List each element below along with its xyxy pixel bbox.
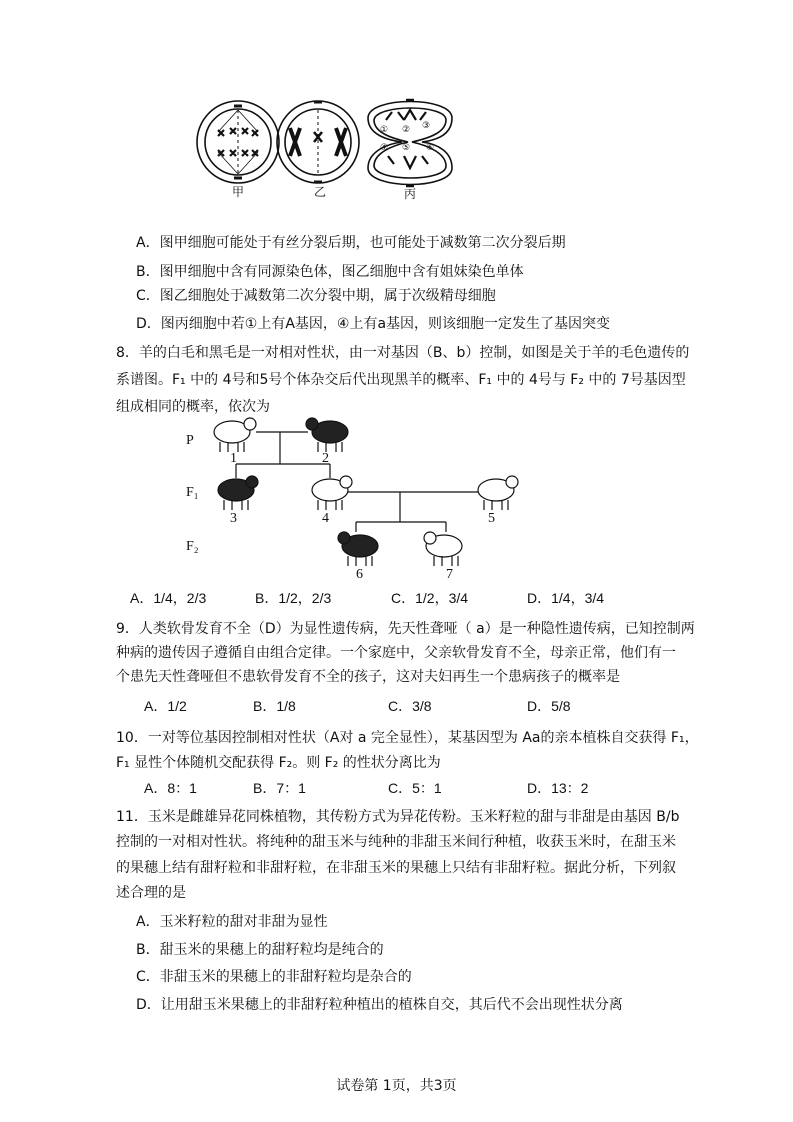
q11-stem-line-1: 11．玉米是雌雄异花同株植物，其传粉方式为异花传粉。玉米籽粒的甜与非甜是由基因 B/b bbox=[116, 809, 680, 825]
q11-option-c: C．非甜玉米的果穗上的非甜籽粒均是杂合的 bbox=[136, 969, 412, 985]
q10-stem-line-2: F₁ 显性个体随机交配获得 F₂。则 F₂ 的性状分离比为 bbox=[116, 755, 441, 771]
q10-option-d: D．13：2 bbox=[527, 780, 589, 796]
sheep-4-white bbox=[312, 476, 352, 510]
individual-5: 5 bbox=[488, 511, 495, 526]
sheep-3-black bbox=[218, 476, 258, 510]
q7-option-d: D．图丙细胞中若①上有A基因，④上有a基因，则该细胞一定发生了基因突变 bbox=[136, 316, 611, 332]
q9-stem-line-1: 9．人类软骨发育不全（D）为显性遗传病，先天性聋哑（ a）是一种隐性遗传病，已知控制两 bbox=[116, 621, 695, 637]
sheep-2-black bbox=[306, 418, 348, 452]
chromosome-number-3: ③ bbox=[422, 121, 431, 131]
individual-7: 7 bbox=[446, 567, 453, 582]
q8-option-b: B．1/2，2/3 bbox=[255, 590, 332, 606]
cell-label-bing: 丙 bbox=[404, 187, 417, 201]
chromosome-number-2: ② bbox=[402, 125, 411, 135]
chromosome-number-6: ⑥ bbox=[426, 143, 435, 153]
generation-p: P bbox=[186, 433, 194, 448]
page-footer: 试卷第 1页，共3页 bbox=[336, 1078, 457, 1094]
q10-option-c: C．5：1 bbox=[388, 780, 442, 796]
cell-jia bbox=[197, 101, 279, 183]
cell-label-yi: 乙 bbox=[314, 185, 327, 199]
q10-option-a: A．8：1 bbox=[144, 780, 197, 796]
q11-option-d: D．让用甜玉米果穗上的非甜籽粒种植出的植株自交，其后代不会出现性状分离 bbox=[136, 997, 623, 1013]
q9-stem-line-2: 种病的遗传因子遵循自由组合定律。一个家庭中，父亲软骨发育不全，母亲正常，他们有一 bbox=[116, 645, 676, 661]
q11-option-b: B．甜玉米的果穗上的甜籽粒均是纯合的 bbox=[136, 942, 384, 958]
q11-stem-line-4: 述合理的是 bbox=[116, 885, 186, 901]
individual-1: 1 bbox=[230, 451, 237, 466]
sheep-1-white bbox=[214, 418, 256, 452]
individual-2: 2 bbox=[322, 451, 329, 466]
q9-option-d: D．5/8 bbox=[527, 698, 571, 714]
cell-division-figure bbox=[190, 98, 460, 202]
cell-yi bbox=[277, 101, 359, 183]
q9-option-c: C．3/8 bbox=[388, 698, 432, 714]
q9-option-a: A．1/2 bbox=[144, 698, 187, 714]
q7-option-b: B．图甲细胞中含有同源染色体，图乙细胞中含有姐妹染色单体 bbox=[136, 264, 524, 280]
q10-stem-line-1: 10．一对等位基因控制相对性状（A对 a 完全显性），某基因型为 Aa的亲本植株自交获得 F₁， bbox=[116, 730, 699, 746]
q8-option-c: C．1/2，3/4 bbox=[391, 590, 469, 606]
chromosome-number-4: ④ bbox=[380, 143, 389, 153]
q11-stem-line-3: 的果穗上结有甜籽粒和非甜籽粒，在非甜玉米的果穗上只结有非甜籽粒。据此分析，下列叙 bbox=[116, 860, 676, 876]
generation-f2: F₂ bbox=[186, 539, 199, 554]
q7-option-c: C．图乙细胞处于减数第二次分裂中期，属于次级精母细胞 bbox=[136, 288, 496, 304]
individual-3: 3 bbox=[230, 511, 237, 526]
chromosome-number-5: ⑤ bbox=[402, 143, 411, 153]
cell-label-jia: 甲 bbox=[232, 185, 245, 199]
sheep-5-white bbox=[478, 476, 518, 510]
individual-4: 4 bbox=[322, 511, 329, 526]
q8-option-a: A．1/4，2/3 bbox=[130, 590, 207, 606]
q11-stem-line-2: 控制的一对相对性状。将纯种的甜玉米与纯种的非甜玉米间行种植，收获玉米时，在甜玉米 bbox=[116, 834, 676, 850]
sheep-7-white bbox=[424, 532, 462, 566]
pedigree-chart bbox=[180, 412, 530, 584]
chromosome-number-1: ① bbox=[380, 125, 389, 135]
generation-f1: F₁ bbox=[186, 485, 199, 500]
q7-option-a: A．图甲细胞可能处于有丝分裂后期，也可能处于减数第二次分裂后期 bbox=[136, 235, 566, 251]
q8-stem-line-1: 8．羊的白毛和黑毛是一对相对性状，由一对基因（B、b）控制，如图是关于羊的毛色遗传的 bbox=[116, 345, 690, 361]
q8-option-d: D．1/4，3/4 bbox=[527, 590, 605, 606]
individual-6: 6 bbox=[356, 567, 363, 582]
q8-stem-line-3: 组成相同的概率，依次为 bbox=[116, 399, 270, 415]
q10-option-b: B．7：1 bbox=[253, 780, 306, 796]
q11-option-a: A．玉米籽粒的甜对非甜为显性 bbox=[136, 914, 328, 930]
q9-stem-line-3: 个患先天性聋哑但不患软骨发育不全的孩子，这对夫妇再生一个患病孩子的概率是 bbox=[116, 669, 620, 685]
q9-option-b: B．1/8 bbox=[253, 698, 296, 714]
q8-stem-line-2: 系谱图。F₁ 中的 4号和5号个体杂交后代出现黑羊的概率、F₁ 中的 4号与 F₂ 中的 7号基因型 bbox=[116, 372, 686, 388]
sheep-6-black bbox=[338, 532, 378, 566]
